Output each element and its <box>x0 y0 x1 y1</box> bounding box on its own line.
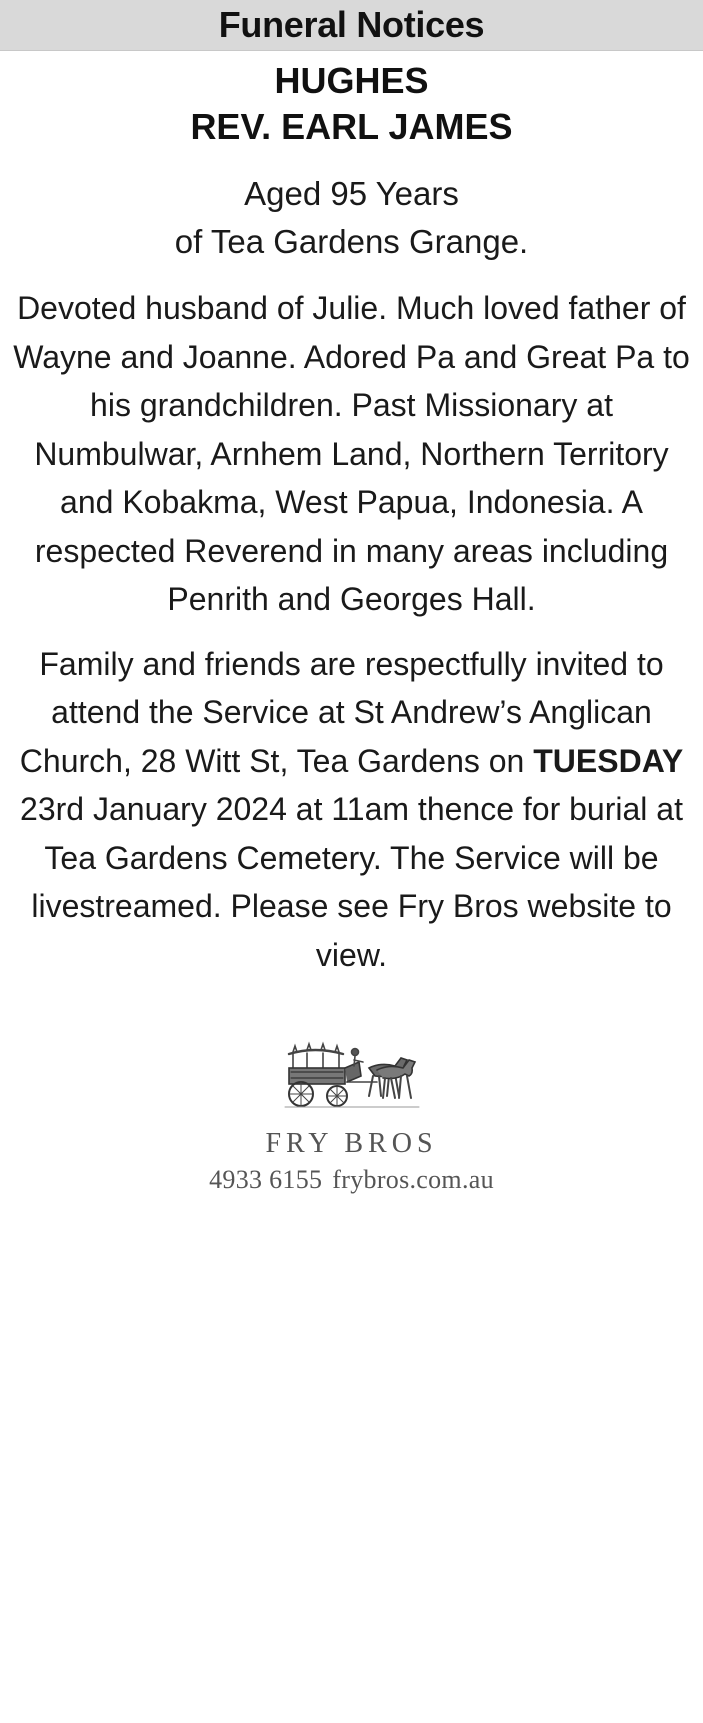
website-link[interactable]: frybros.com.au <box>332 1165 494 1194</box>
deceased-full-name: REV. EARL JAMES <box>190 106 513 147</box>
section-title: Funeral Notices <box>218 4 485 45</box>
funeral-notice <box>0 58 703 979</box>
service-text-details: 23rd January 2024 at 11am thence for burial at Tea Gardens Cemetery. The Service will be livestreamed. Please see Fry Bros website to view. <box>20 791 683 973</box>
biography-paragraph: Devoted husband of Julie. Much loved father of Wayne and Joanne. Adored Pa and Great Pa to his grandchildren. Past Missionary at Numbulwar, Arnhem Land, Northern Territory and Kobakma, West Papua, Indonesia. A respected Reverend in many areas including Penrith and Georges Hall. <box>13 290 690 617</box>
funeral-director-name: FRY BROS <box>265 1128 438 1159</box>
phone-number: 4933 6155 <box>209 1165 323 1194</box>
notices-header <box>0 0 703 51</box>
funeral-director-block <box>0 1038 703 1196</box>
deceased-surname: HUGHES <box>274 60 429 101</box>
funeral-director-contact <box>0 1164 703 1196</box>
age-residence <box>0 170 703 266</box>
service-text-intro: Family and friends are respectfully invited to attend the Service at St Andrew’s Anglican Church, 28 Witt St, Tea Gardens on <box>19 645 664 779</box>
horse-drawn-hearse-icon <box>277 1038 427 1114</box>
service-day: TUESDAY <box>533 742 684 779</box>
age-line: Aged 95 Years <box>244 175 459 212</box>
residence-line: of Tea Gardens Grange. <box>174 223 529 260</box>
service-details-paragraph <box>0 640 703 980</box>
